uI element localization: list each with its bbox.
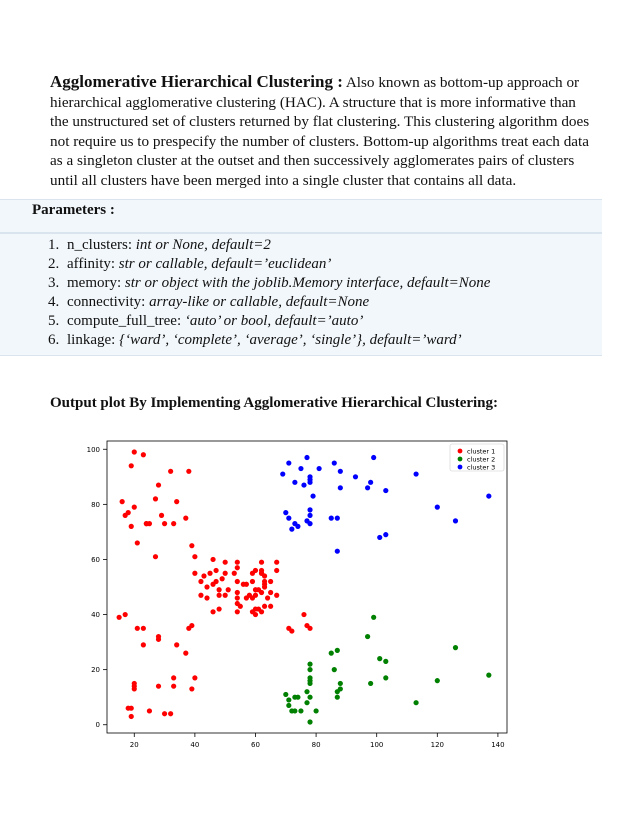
point-cluster-2 [368,681,373,686]
point-cluster-1 [117,615,122,620]
point-cluster-1 [207,571,212,576]
point-cluster-1 [204,584,209,589]
parameter-item [48,331,490,350]
point-cluster-3 [304,455,309,460]
point-cluster-1 [307,626,312,631]
parameter-item [48,236,490,255]
point-cluster-3 [307,507,312,512]
point-cluster-2 [307,719,312,724]
parameter-name: affinity: [67,256,116,272]
parameter-value: array-like or callable, default=None [149,294,370,310]
point-cluster-3 [298,466,303,471]
point-cluster-2 [332,667,337,672]
point-cluster-2 [377,656,382,661]
point-cluster-1 [210,609,215,614]
point-cluster-1 [183,651,188,656]
point-cluster-3 [332,460,337,465]
point-cluster-1 [253,568,258,573]
point-cluster-1 [210,557,215,562]
point-cluster-2 [304,700,309,705]
point-cluster-3 [353,474,358,479]
point-cluster-1 [168,711,173,716]
point-cluster-1 [262,604,267,609]
x-tick-label: 40 [190,741,200,749]
output-plot-title: Output plot By Implementing Agglomerative Hierarchical Clustering: [50,395,499,411]
point-cluster-3 [292,480,297,485]
intro-body: Also known as bottom-up approach or hierarchical agglomerative clustering (HAC). A structure that is more informative than the unstructured set of clusters returned by flat clustering. This clustering algorithm does not require us to prespecify the number of clusters. Bottom-up algorithms treat each data as a singleton cluster at the outset and then successively agglomerates pairs of clusters until all clusters have been merged into a single cluster that contains all data. [50,74,590,189]
cluster-scatter-chart [74,436,514,756]
point-cluster-1 [123,612,128,617]
point-cluster-1 [217,587,222,592]
parameter-number: 5. [48,313,60,329]
point-cluster-1 [220,576,225,581]
point-cluster-2 [292,708,297,713]
point-cluster-1 [171,675,176,680]
point-cluster-1 [171,684,176,689]
parameter-number: 1. [48,237,60,253]
point-cluster-1 [217,593,222,598]
point-cluster-3 [371,455,376,460]
parameter-number: 4. [48,294,60,310]
point-cluster-1 [223,571,228,576]
intro-paragraph [50,72,595,190]
point-cluster-1 [132,686,137,691]
point-cluster-1 [153,496,158,501]
point-cluster-1 [141,642,146,647]
point-cluster-2 [486,673,491,678]
point-cluster-2 [338,686,343,691]
point-cluster-1 [189,686,194,691]
point-cluster-2 [453,645,458,650]
parameter-value: ‘auto’ or bool, default=’auto’ [184,313,364,329]
point-cluster-1 [223,593,228,598]
y-tick-label: 80 [91,500,100,509]
point-cluster-1 [132,449,137,454]
point-cluster-1 [159,513,164,518]
point-cluster-1 [226,587,231,592]
point-cluster-1 [135,626,140,631]
point-cluster-1 [262,582,267,587]
point-cluster-1 [192,675,197,680]
point-cluster-2 [298,708,303,713]
point-cluster-2 [371,615,376,620]
point-cluster-1 [141,626,146,631]
point-cluster-1 [183,516,188,521]
point-cluster-2 [286,703,291,708]
x-tick-label: 120 [430,741,444,749]
point-cluster-3 [307,521,312,526]
point-cluster-1 [171,521,176,526]
parameter-value: str or callable, default=’euclidean’ [118,256,332,272]
point-cluster-1 [259,609,264,614]
point-cluster-1 [129,706,134,711]
point-cluster-1 [268,590,273,595]
x-tick-label: 60 [251,741,260,749]
parameter-item [48,255,490,274]
point-cluster-1 [198,593,203,598]
point-cluster-3 [377,535,382,540]
parameter-name: n_clusters: [67,237,132,253]
point-cluster-1 [235,595,240,600]
point-cluster-1 [120,499,125,504]
point-cluster-3 [435,505,440,510]
parameter-value: str or object with the joblib.Memory interface, default=None [124,275,491,291]
point-cluster-3 [383,532,388,537]
point-cluster-1 [235,590,240,595]
parameter-item [48,293,490,312]
x-tick-label: 100 [370,741,384,749]
point-cluster-3 [310,493,315,498]
point-cluster-1 [156,482,161,487]
point-cluster-1 [235,565,240,570]
point-cluster-1 [147,521,152,526]
point-cluster-1 [274,568,279,573]
y-axis-ticks [87,446,107,729]
point-cluster-2 [307,662,312,667]
point-cluster-1 [198,579,203,584]
point-cluster-2 [286,697,291,702]
point-cluster-2 [435,678,440,683]
point-cluster-1 [126,510,131,515]
point-cluster-1 [192,571,197,576]
point-cluster-1 [162,711,167,716]
point-cluster-1 [192,554,197,559]
legend-label-cluster-2: cluster 2 [467,455,496,464]
point-cluster-1 [274,560,279,565]
point-cluster-1 [201,573,206,578]
point-cluster-3 [383,488,388,493]
parameter-name: connectivity: [67,294,146,310]
parameter-number: 3. [48,275,60,291]
point-cluster-1 [156,637,161,642]
parameters-heading: Parameters : [32,202,115,218]
point-cluster-3 [338,485,343,490]
point-cluster-1 [174,499,179,504]
point-cluster-1 [244,582,249,587]
y-tick-label: 0 [95,721,100,730]
point-cluster-3 [365,485,370,490]
point-cluster-3 [286,516,291,521]
point-cluster-1 [232,571,237,576]
point-cluster-1 [274,593,279,598]
point-cluster-1 [129,524,134,529]
point-cluster-2 [307,695,312,700]
point-cluster-2 [283,692,288,697]
point-cluster-1 [217,606,222,611]
parameter-number: 2. [48,256,60,272]
x-tick-label: 20 [129,741,139,749]
point-cluster-2 [413,700,418,705]
legend-marker-cluster-1 [458,449,463,454]
y-tick-label: 20 [91,666,100,675]
point-cluster-3 [283,510,288,515]
point-cluster-1 [129,463,134,468]
parameter-item [48,312,490,331]
point-cluster-1 [162,521,167,526]
point-cluster-1 [189,543,194,548]
point-cluster-2 [365,634,370,639]
point-cluster-3 [329,516,334,521]
point-cluster-1 [147,708,152,713]
x-tick-label: 80 [311,741,321,749]
point-cluster-1 [213,568,218,573]
point-cluster-1 [153,554,158,559]
point-cluster-3 [286,460,291,465]
point-cluster-1 [204,595,209,600]
point-cluster-1 [186,469,191,474]
point-cluster-2 [313,708,318,713]
point-cluster-3 [307,513,312,518]
point-cluster-1 [135,540,140,545]
parameter-item [48,274,490,293]
point-cluster-1 [268,604,273,609]
point-cluster-3 [335,516,340,521]
point-cluster-3 [413,471,418,476]
legend-marker-cluster-2 [458,457,463,462]
x-tick-label: 140 [491,741,505,749]
point-cluster-2 [329,651,334,656]
point-cluster-1 [168,469,173,474]
point-cluster-2 [338,681,343,686]
point-cluster-1 [262,573,267,578]
parameter-number: 6. [48,332,60,348]
point-cluster-1 [132,505,137,510]
point-cluster-1 [268,579,273,584]
point-cluster-1 [235,579,240,584]
point-cluster-3 [307,477,312,482]
point-cluster-3 [335,549,340,554]
point-cluster-1 [235,560,240,565]
point-cluster-3 [368,480,373,485]
x-axis-ticks [130,733,505,749]
point-cluster-1 [235,609,240,614]
parameter-name: compute_full_tree: [67,313,182,329]
point-cluster-1 [289,628,294,633]
point-cluster-2 [335,648,340,653]
point-cluster-1 [189,623,194,628]
point-cluster-1 [301,612,306,617]
point-cluster-1 [253,593,258,598]
point-cluster-1 [129,714,134,719]
parameter-value: {‘ward’, ‘complete’, ‘average’, ‘single’}, default=’ward’ [119,332,462,348]
parameters-list [48,236,490,350]
point-cluster-3 [295,524,300,529]
point-cluster-1 [141,452,146,457]
y-tick-label: 40 [91,611,100,620]
point-cluster-3 [317,466,322,471]
point-cluster-3 [338,469,343,474]
point-cluster-1 [223,560,228,565]
parameter-name: linkage: [67,332,116,348]
point-cluster-2 [383,659,388,664]
intro-title: Agglomerative Hierarchical Clustering : [50,72,343,91]
point-cluster-3 [289,527,294,532]
point-cluster-1 [156,684,161,689]
point-cluster-1 [238,604,243,609]
point-cluster-3 [453,518,458,523]
point-cluster-1 [174,642,179,647]
point-cluster-1 [253,612,258,617]
point-cluster-2 [307,675,312,680]
point-cluster-1 [250,579,255,584]
point-cluster-2 [335,695,340,700]
point-cluster-2 [304,689,309,694]
point-cluster-1 [259,590,264,595]
point-cluster-3 [301,482,306,487]
legend-marker-cluster-3 [458,465,463,470]
y-tick-label: 100 [86,445,100,454]
point-cluster-1 [213,579,218,584]
point-cluster-3 [280,471,285,476]
point-cluster-2 [383,675,388,680]
legend-label-cluster-1: cluster 1 [467,447,496,456]
point-cluster-1 [132,681,137,686]
parameter-value: int or None, default=2 [135,237,271,253]
y-tick-label: 60 [91,555,100,564]
legend-label-cluster-3: cluster 3 [467,463,496,472]
point-cluster-1 [265,595,270,600]
point-cluster-3 [486,493,491,498]
legend [450,444,504,471]
parameter-name: memory: [67,275,122,291]
point-cluster-2 [295,695,300,700]
point-cluster-2 [307,667,312,672]
point-cluster-1 [259,560,264,565]
